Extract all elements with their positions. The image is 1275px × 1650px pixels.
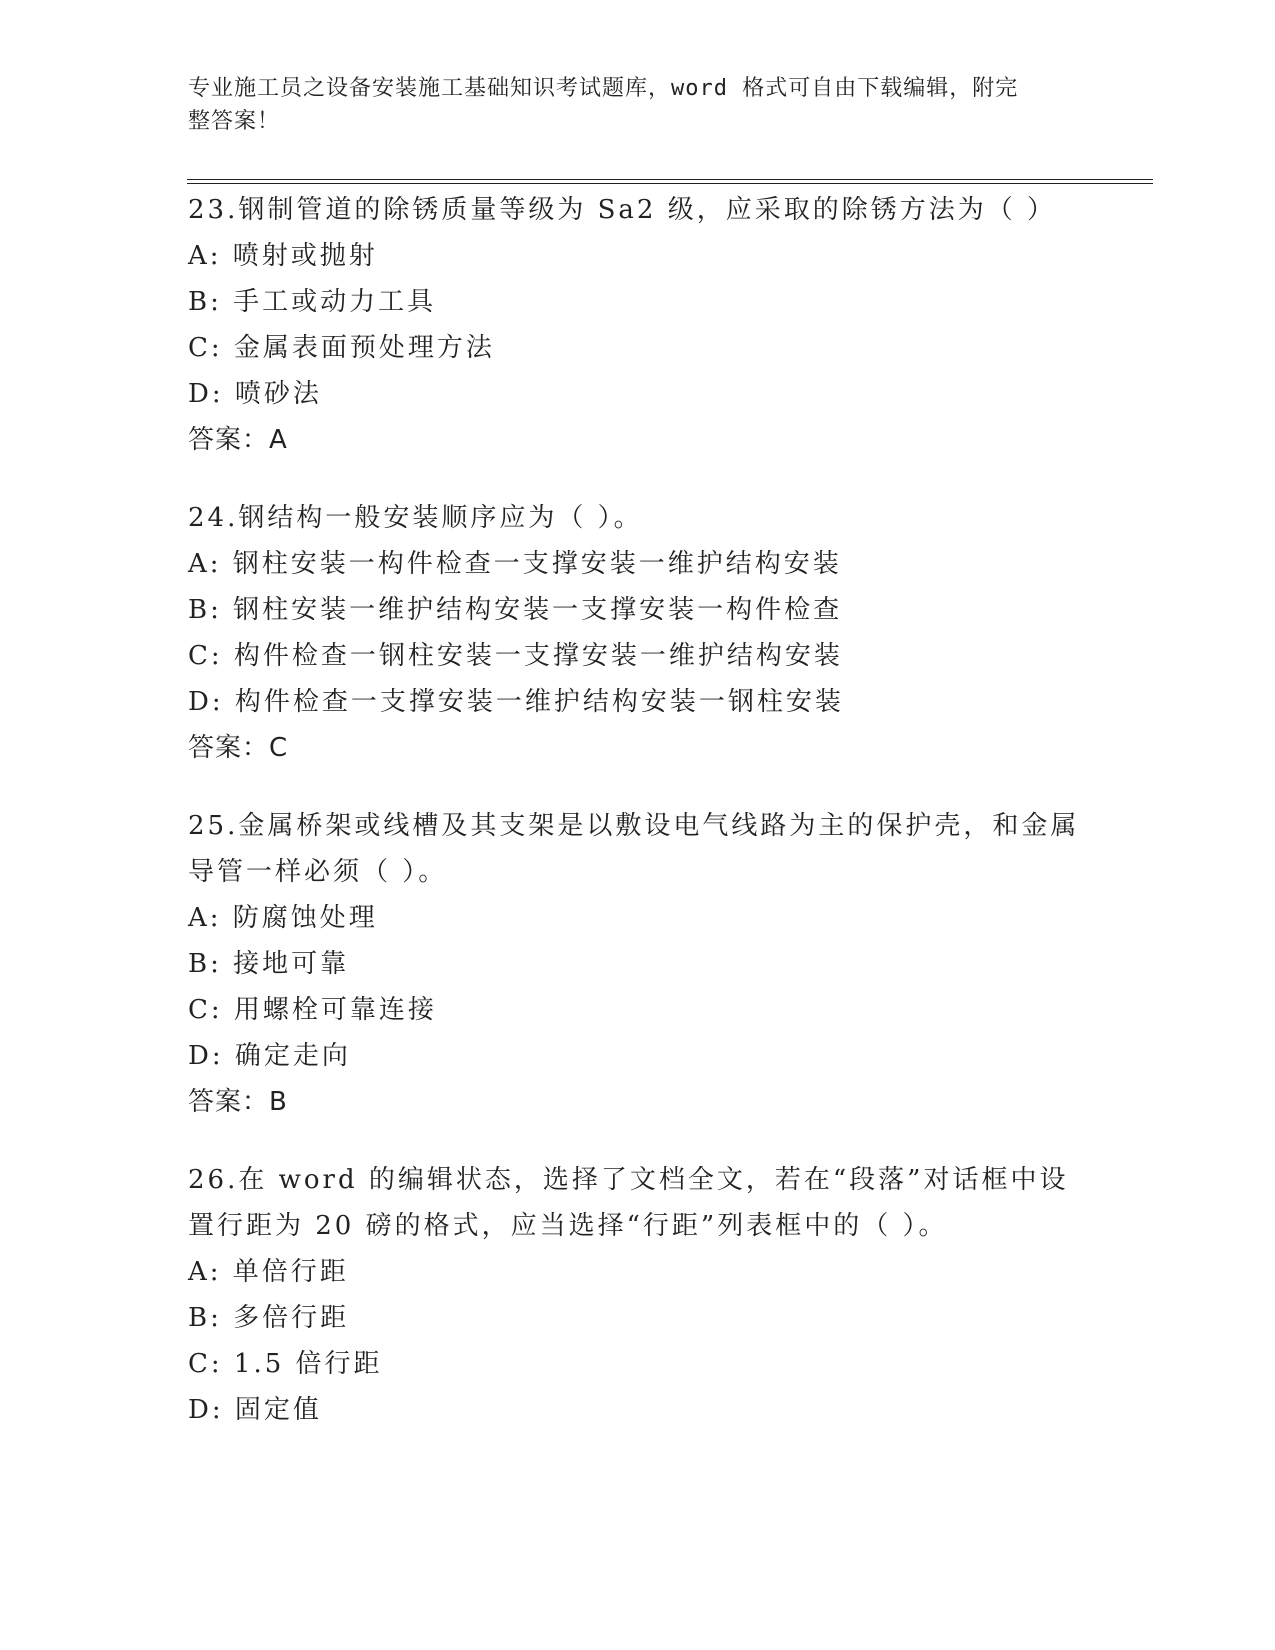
option-b: B: 手工或动力工具 [188,287,437,317]
question-stem: 25.金属桥架或线槽及其支架是以敷设电气线路为主的保护壳，和金属 [188,811,1080,841]
option-a: A: 喷射或抛射 [188,241,378,271]
document-header [188,72,1068,138]
option-b: B: 多倍行距 [188,1303,350,1333]
question-24 [188,495,1088,771]
answer-label: 答案：B [188,1087,288,1117]
question-23 [188,187,1088,463]
answer-label: 答案：C [188,733,289,763]
option-c: C: 用螺栓可靠连接 [188,995,437,1025]
header-line-1: 专业施工员之设备安装施工基础知识考试题库，word 格式可自由下载编辑，附完 [188,76,1019,101]
question-stem-continued: 导管一样必须（ ）。 [188,857,448,887]
option-d: D: 固定值 [188,1395,322,1425]
option-d: D: 构件检查一支撑安装一维护结构安装一钢柱安装 [188,687,844,717]
header-divider-bottom [187,183,1153,184]
question-stem-continued: 置行距为 20 磅的格式，应当选择“行距”列表框中的（ ）。 [188,1211,948,1241]
option-a: A: 钢柱安装一构件检查一支撑安装一维护结构安装 [188,549,842,579]
option-b: B: 接地可靠 [188,949,350,979]
option-c: C: 金属表面预处理方法 [188,333,495,363]
option-c: C: 构件检查一钢柱安装一支撑安装一维护结构安装 [188,641,843,671]
question-26 [188,1157,1088,1433]
option-a: A: 防腐蚀处理 [188,903,378,933]
question-25 [188,803,1088,1125]
option-b: B: 钢柱安装一维护结构安装一支撑安装一构件检查 [188,595,843,625]
option-a: A: 单倍行距 [188,1257,349,1287]
option-d: D: 确定走向 [188,1041,351,1071]
header-line-2: 整答案！ [188,109,281,134]
option-c: C: 1.5 倍行距 [188,1349,383,1379]
question-stem: 23.钢制管道的除锈质量等级为 Sa2 级，应采取的除锈方法为（ ） [188,195,1056,225]
question-list [188,187,1088,1465]
question-stem: 24.钢结构一般安装顺序应为（ ）。 [188,503,643,533]
header-divider-top [187,179,1153,180]
question-stem: 26.在 word 的编辑状态，选择了文档全文，若在“段落”对话框中设 [188,1165,1069,1195]
answer-label: 答案：A [188,425,288,455]
option-d: D: 喷砂法 [188,379,322,409]
